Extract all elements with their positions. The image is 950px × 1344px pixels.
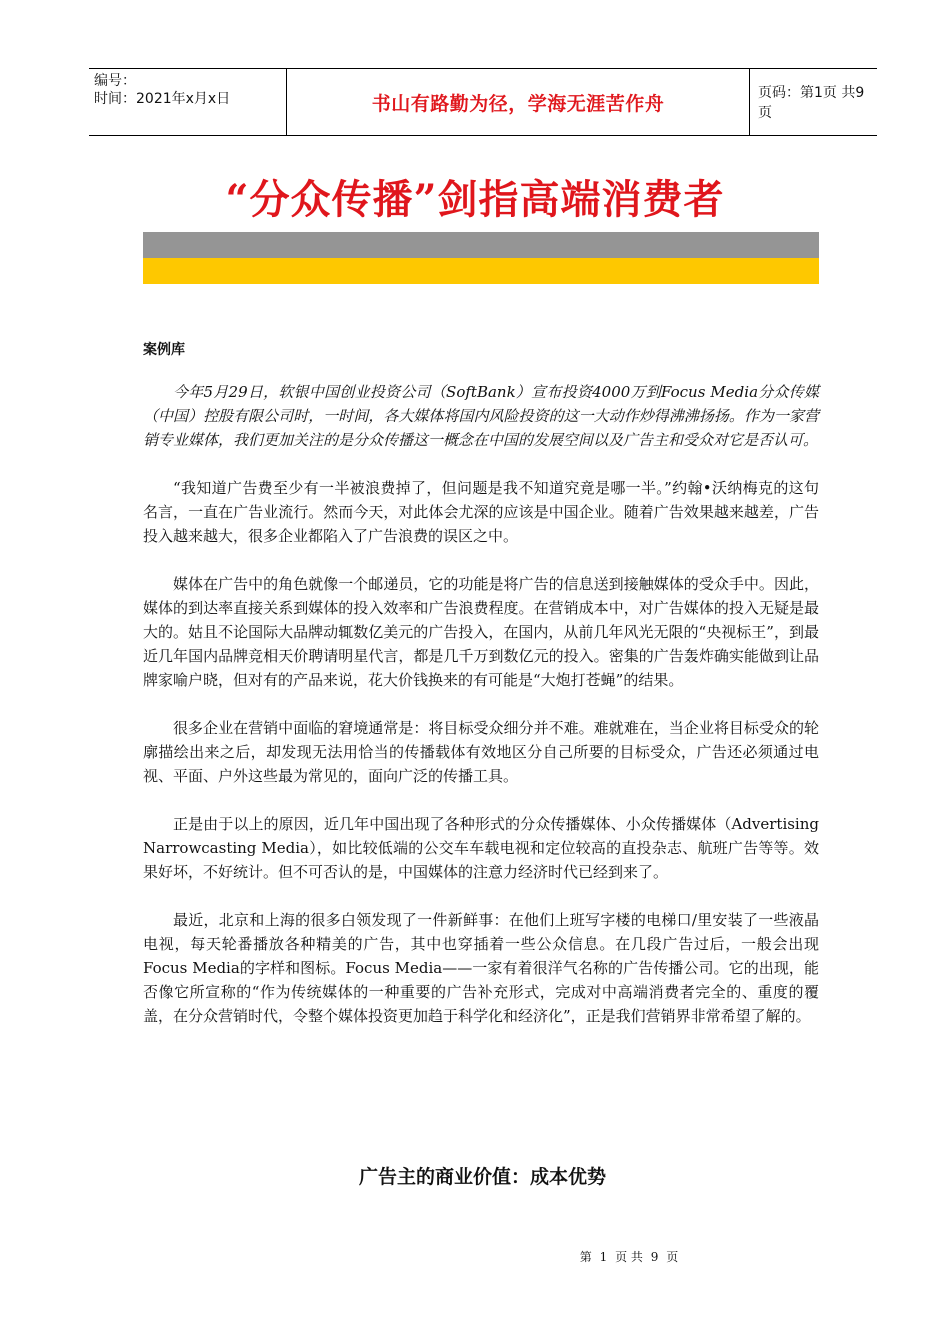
header-meta-cell [89, 69, 287, 135]
paragraph-5: 正是由于以上的原因，近几年中国出现了各种形式的分众传播媒体、小众传播媒体（Advertising Narrowcasting Media），如比较低端的公交车车载电视和定位较高的直投杂志、航班广告等等。效果好坏，不好统计。但不可否认的是，中国媒体的注意力经济时代已经到来了。 [143, 815, 819, 881]
article-body [143, 380, 819, 1052]
paragraph-1: 今年5月29日，软银中国创业投资公司（SoftBank）宣布投资4000万到Focus Media分众传媒（中国）控股有限公司时，一时间，各大媒体将国内风险投资的这一大动作炒得沸沸扬扬。作为一家营销专业媒体，我们更加关注的是分众传播这一概念在中国的发展空间以及广告主和受众对它是否认可。 [143, 383, 819, 449]
section-label: 案例库 [143, 342, 185, 358]
page-footer [0, 1248, 950, 1265]
paragraph-2: “我知道广告费至少有一半被浪费掉了，但问题是我不知道究竟是哪一半。”约翰•沃纳梅克的这句名言，一直在广告业流行。然而今天，对此体会尤深的应该是中国企业。随着广告效果越来越差，广告投入越来越大，很多企业都陷入了广告浪费的误区之中。 [143, 479, 819, 545]
header-date-label: 时间：2021年x月x日 [94, 91, 231, 107]
paragraph-4: 很多企业在营销中面临的窘境通常是：将目标受众细分并不难。难就难在，当企业将目标受众的轮廓描绘出来之后，却发现无法用恰当的传播载体有效地区分自己所要的目标受众，广告还必须通过电视、平面、户外这些最为常见的，面向广泛的传播工具。 [143, 719, 819, 785]
footer-current-page: 1 [599, 1250, 608, 1264]
header-page-info: 页码：第1页 共9页 [758, 85, 865, 121]
footer-suffix: 页 [666, 1250, 679, 1264]
footer-total-pages: 9 [650, 1250, 659, 1264]
document-title: “分众传播”剑指高端消费者 [225, 176, 725, 223]
header-motto: 书山有路勤为径，学海无涯苦作舟 [287, 69, 750, 135]
footer-mid: 页 共 [615, 1250, 643, 1264]
header-number-label: 编号： [94, 73, 136, 89]
document-header [89, 68, 877, 136]
decorative-gray-bar [143, 232, 819, 258]
paragraph-6: 最近，北京和上海的很多白领发现了一件新鲜事：在他们上班写字楼的电梯口/里安装了一些液晶电视，每天轮番播放各种精美的广告，其中也穿插着一些公众信息。在几段广告过后，一般会出现Focus Media的字样和图标。Focus Media——一家有着很洋气名称的广告传播公司。它的出现，能否像它所宣称的“作为传统媒体的一种重要的广告补充形式，完成对中高端消费者完全的、重度的覆盖，在分众营销时代，令整个媒体投资更加趋于科学化和经济化”，正是我们营销界非常希望了解的。 [143, 911, 819, 1025]
decorative-yellow-bar [143, 258, 819, 284]
footer-prefix: 第 [579, 1250, 592, 1264]
subheading: 广告主的商业价值：成本优势 [358, 1166, 606, 1188]
paragraph-3: 媒体在广告中的角色就像一个邮递员，它的功能是将广告的信息送到接触媒体的受众手中。因此，媒体的到达率直接关系到媒体的投入效率和广告浪费程度。在营销成本中，对广告媒体的投入无疑是最大的。姑且不论国际大品牌动辄数亿美元的广告投入，在国内，从前几年风光无限的“央视标王”，到最近几年国内品牌竞相天价聘请明星代言，都是几千万到数亿元的投入。密集的广告轰炸确实能做到让品牌家喻户晓，但对有的产品来说，花大价钱换来的有可能是“大炮打苍蝇”的结果。 [143, 575, 819, 689]
